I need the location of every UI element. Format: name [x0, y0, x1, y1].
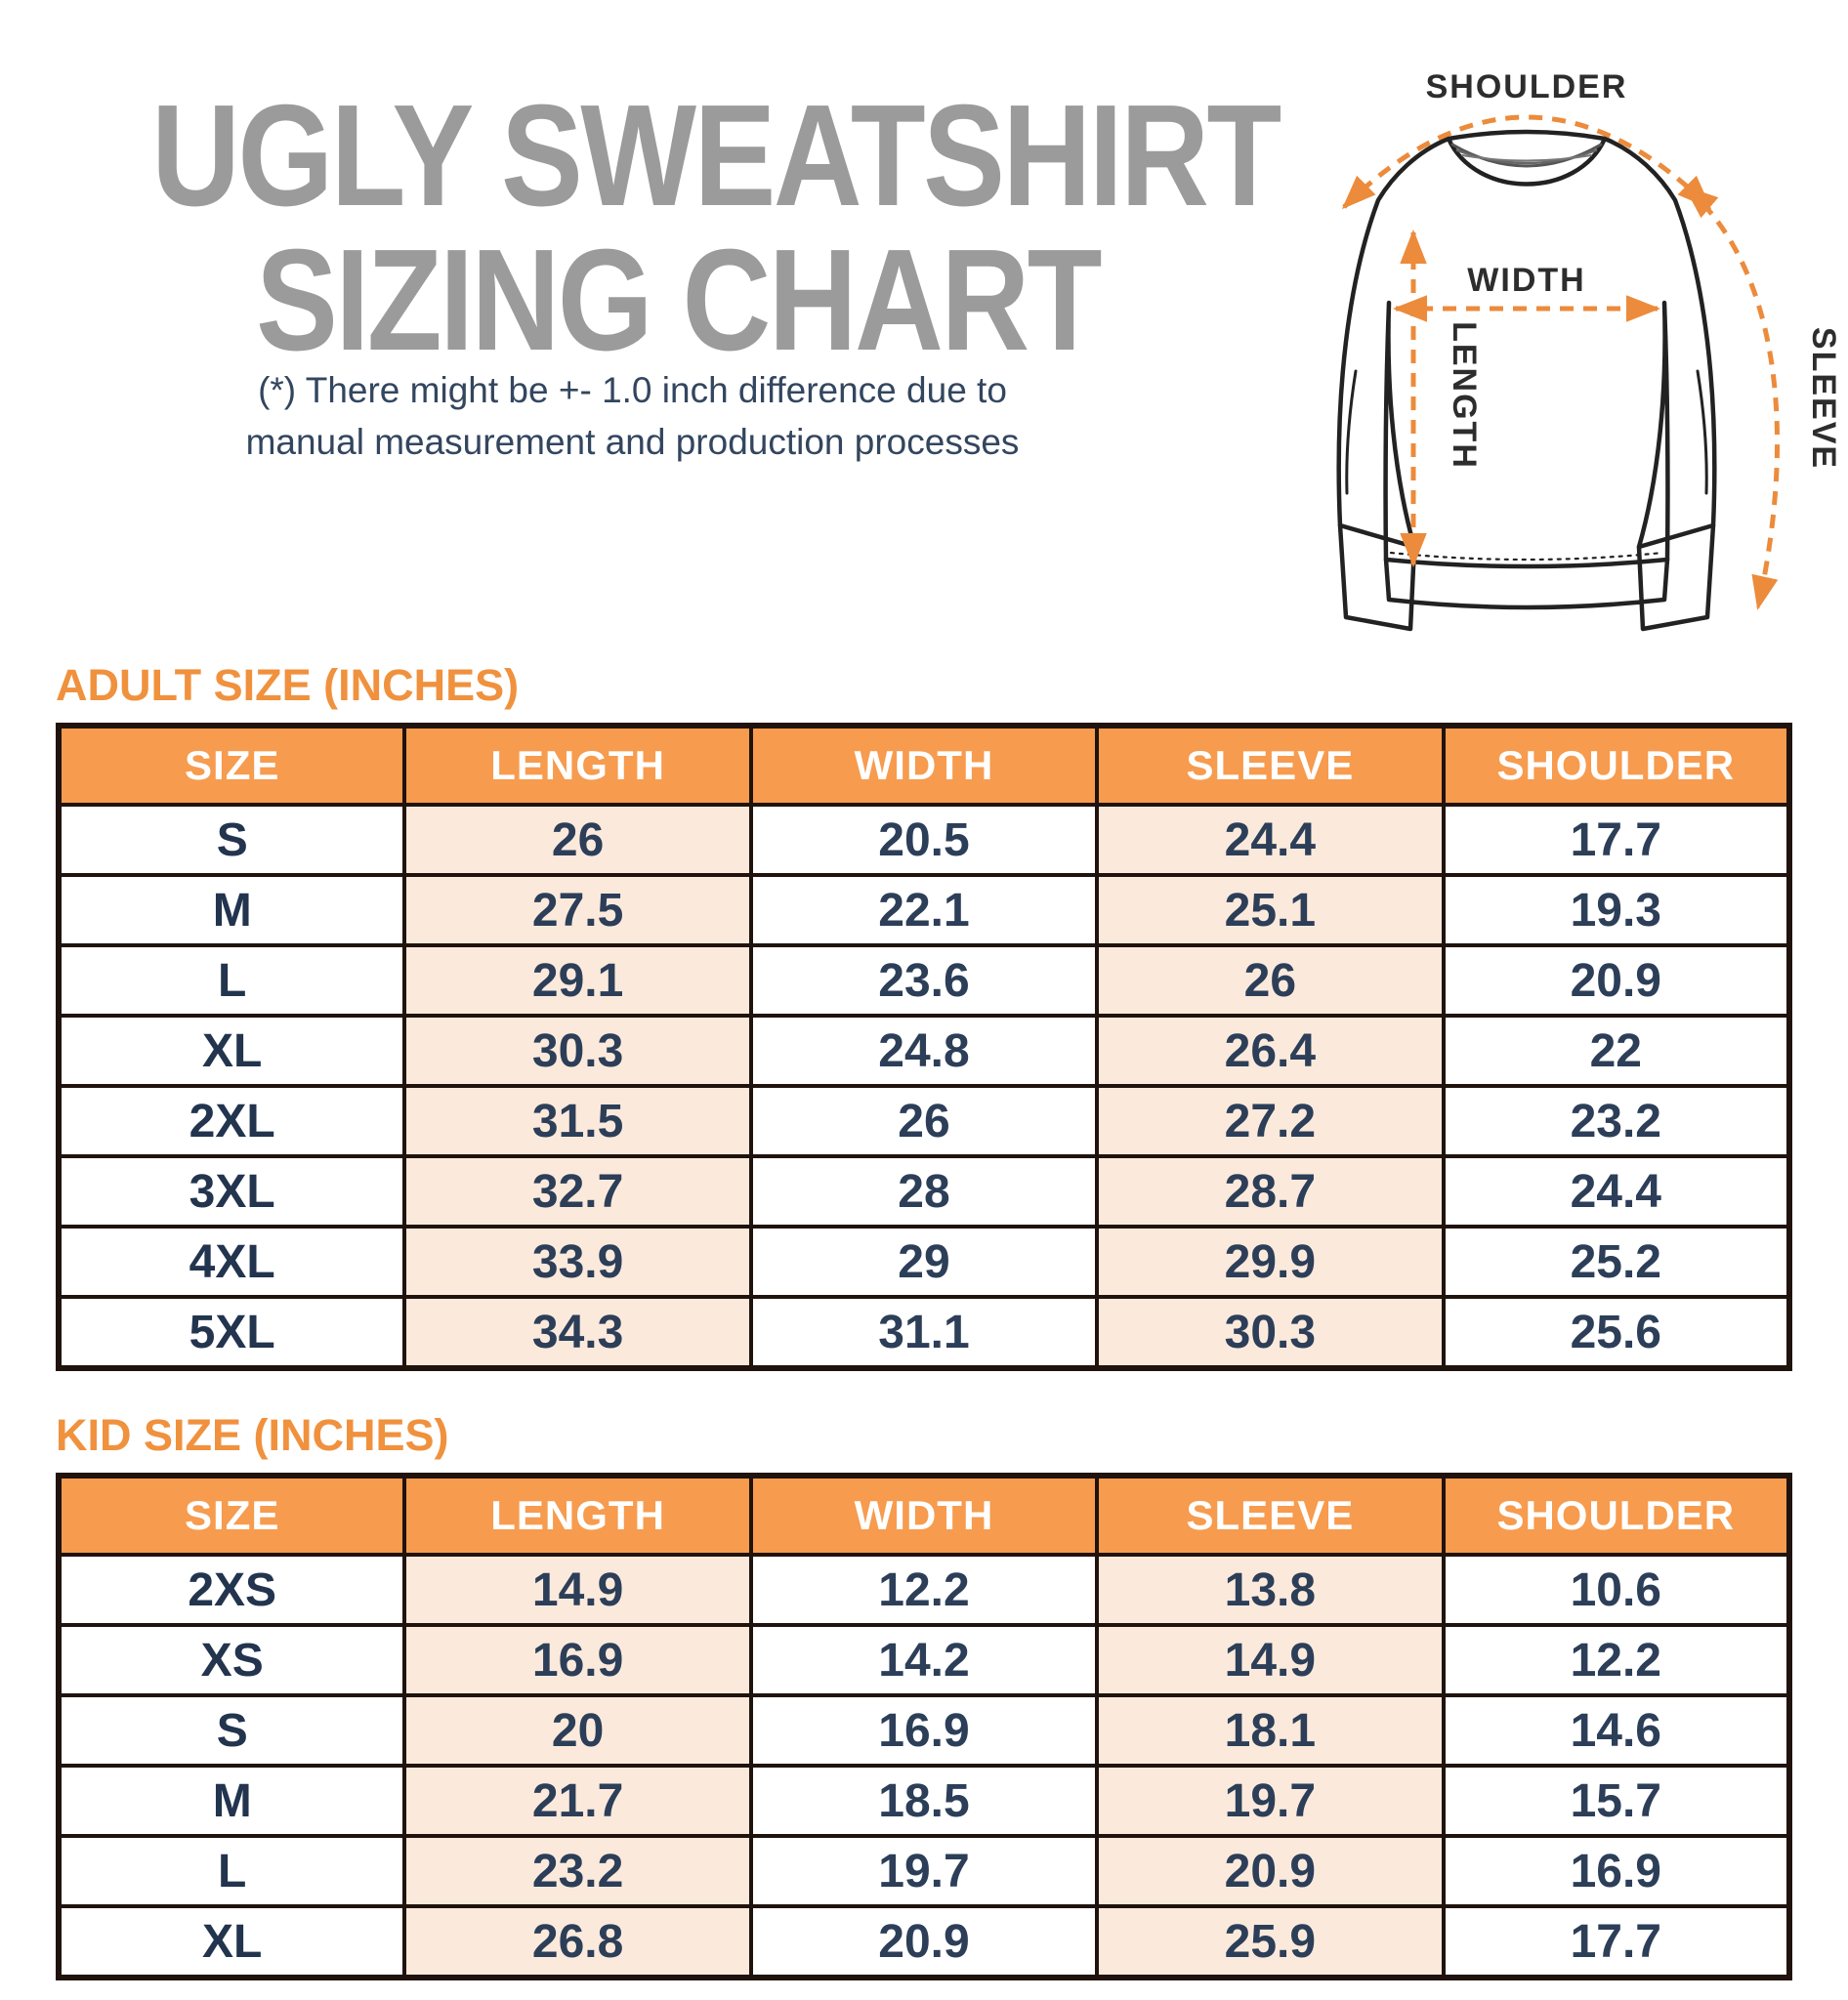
measurement-value-cell: 26.8	[404, 1906, 750, 1978]
table-row	[59, 1156, 1789, 1227]
measurement-value-cell: 23.2	[404, 1836, 750, 1906]
measurement-value-cell: 20.9	[1097, 1836, 1443, 1906]
column-header-shoulder: SHOULDER	[1444, 726, 1789, 805]
adult-table-header	[59, 726, 1789, 805]
size-label-cell: S	[59, 1695, 404, 1766]
size-label-cell: L	[59, 1836, 404, 1906]
size-label-cell: M	[59, 1766, 404, 1836]
measurement-value-cell: 20.5	[751, 805, 1097, 875]
measurement-value-cell: 25.6	[1444, 1297, 1789, 1368]
sweatshirt-measurement-diagram	[1100, 68, 1842, 651]
table-row	[59, 1086, 1789, 1156]
measurement-value-cell: 24.8	[751, 1016, 1097, 1086]
size-label-cell: 4XL	[59, 1227, 404, 1297]
kid-table-header	[59, 1476, 1789, 1555]
adult-table-body	[59, 805, 1789, 1368]
page-title-line1: UGLY SWEATSHIRT	[151, 75, 1280, 236]
adult-size-heading: ADULT SIZE (INCHES)	[56, 660, 520, 710]
size-label-cell: L	[59, 945, 404, 1016]
disclaimer-line1: (*) There might be +- 1.0 inch difference due to	[258, 370, 1007, 410]
measurement-value-cell: 29.9	[1097, 1227, 1443, 1297]
measurement-value-cell: 20.9	[751, 1906, 1097, 1978]
table-row	[59, 1766, 1789, 1836]
measurement-value-cell: 23.6	[751, 945, 1097, 1016]
measurement-value-cell: 26.4	[1097, 1016, 1443, 1086]
column-header-size: SIZE	[59, 1476, 404, 1555]
sweatshirt-diagram-svg	[1100, 68, 1842, 646]
measurement-value-cell: 33.9	[404, 1227, 750, 1297]
measurement-value-cell: 25.9	[1097, 1906, 1443, 1978]
table-row	[59, 1625, 1789, 1695]
measurement-value-cell: 19.3	[1444, 875, 1789, 945]
measurement-value-cell: 26	[404, 805, 750, 875]
measurement-value-cell: 14.9	[404, 1555, 750, 1625]
column-header-width: WIDTH	[751, 726, 1097, 805]
measurement-disclaimer	[24, 365, 1240, 468]
measurement-value-cell: 26	[751, 1086, 1097, 1156]
column-header-length: LENGTH	[404, 726, 750, 805]
measurement-value-cell: 34.3	[404, 1297, 750, 1368]
measurement-value-cell: 20.9	[1444, 945, 1789, 1016]
size-label-cell: XL	[59, 1906, 404, 1978]
measurement-value-cell: 16.9	[751, 1695, 1097, 1766]
measurement-value-cell: 14.2	[751, 1625, 1097, 1695]
measurement-value-cell: 16.9	[404, 1625, 750, 1695]
measurement-value-cell: 26	[1097, 945, 1443, 1016]
measurement-value-cell: 31.1	[751, 1297, 1097, 1368]
measurement-value-cell: 28	[751, 1156, 1097, 1227]
table-row	[59, 1836, 1789, 1906]
column-header-width: WIDTH	[751, 1476, 1097, 1555]
kid-table-body	[59, 1555, 1789, 1978]
table-row	[59, 1555, 1789, 1625]
size-label-cell: 2XL	[59, 1086, 404, 1156]
size-label-cell: XS	[59, 1625, 404, 1695]
measurement-value-cell: 22	[1444, 1016, 1789, 1086]
measurement-value-cell: 12.2	[751, 1555, 1097, 1625]
table-row	[59, 1695, 1789, 1766]
measurement-value-cell: 24.4	[1097, 805, 1443, 875]
page-title-line2: SIZING CHART	[256, 220, 1100, 381]
size-label-cell: S	[59, 805, 404, 875]
measurement-value-cell: 27.2	[1097, 1086, 1443, 1156]
size-label-cell: M	[59, 875, 404, 945]
measurement-value-cell: 28.7	[1097, 1156, 1443, 1227]
adult-size-table	[56, 723, 1792, 1371]
measurement-value-cell: 22.1	[751, 875, 1097, 945]
measurement-value-cell: 15.7	[1444, 1766, 1789, 1836]
length-label: LENGTH	[1446, 321, 1483, 470]
table-header-row	[59, 726, 1789, 805]
size-label-cell: 3XL	[59, 1156, 404, 1227]
table-row	[59, 1297, 1789, 1368]
measurement-value-cell: 23.2	[1444, 1086, 1789, 1156]
table-row	[59, 805, 1789, 875]
measurement-value-cell: 24.4	[1444, 1156, 1789, 1227]
size-label-cell: 2XS	[59, 1555, 404, 1625]
table-row	[59, 1906, 1789, 1978]
kid-size-heading: KID SIZE (INCHES)	[56, 1410, 449, 1460]
sleeve-label: SLEEVE	[1805, 326, 1842, 471]
measurement-value-cell: 31.5	[404, 1086, 750, 1156]
width-label: WIDTH	[1467, 262, 1586, 299]
measurement-value-cell: 30.3	[1097, 1297, 1443, 1368]
size-label-cell: 5XL	[59, 1297, 404, 1368]
measurement-value-cell: 20	[404, 1695, 750, 1766]
measurement-value-cell: 17.7	[1444, 1906, 1789, 1978]
measurement-value-cell: 25.2	[1444, 1227, 1789, 1297]
header-section	[0, 0, 1848, 646]
table-row	[59, 1227, 1789, 1297]
measurement-value-cell: 13.8	[1097, 1555, 1443, 1625]
measurement-value-cell: 16.9	[1444, 1836, 1789, 1906]
measurement-value-cell: 32.7	[404, 1156, 750, 1227]
sweatshirt-outline	[1339, 132, 1715, 629]
table-row	[59, 1016, 1789, 1086]
measurement-value-cell: 21.7	[404, 1766, 750, 1836]
measurement-value-cell: 30.3	[404, 1016, 750, 1086]
shoulder-label: SHOULDER	[1425, 68, 1628, 105]
measurement-value-cell: 18.1	[1097, 1695, 1443, 1766]
measurement-value-cell: 14.6	[1444, 1695, 1789, 1766]
table-row	[59, 875, 1789, 945]
column-header-sleeve: SLEEVE	[1097, 726, 1443, 805]
measurement-value-cell: 14.9	[1097, 1625, 1443, 1695]
measurement-value-cell: 29.1	[404, 945, 750, 1016]
table-row	[59, 945, 1789, 1016]
column-header-shoulder: SHOULDER	[1444, 1476, 1789, 1555]
column-header-size: SIZE	[59, 726, 404, 805]
column-header-sleeve: SLEEVE	[1097, 1476, 1443, 1555]
measurement-value-cell: 29	[751, 1227, 1097, 1297]
measurement-value-cell: 10.6	[1444, 1555, 1789, 1625]
measurement-value-cell: 18.5	[751, 1766, 1097, 1836]
table-header-row	[59, 1476, 1789, 1555]
measurement-value-cell: 19.7	[751, 1836, 1097, 1906]
disclaimer-line2: manual measurement and production processes	[245, 421, 1020, 462]
column-header-length: LENGTH	[404, 1476, 750, 1555]
measurement-value-cell: 19.7	[1097, 1766, 1443, 1836]
kid-size-table	[56, 1473, 1792, 1980]
measurement-value-cell: 25.1	[1097, 875, 1443, 945]
measurement-value-cell: 17.7	[1444, 805, 1789, 875]
measurement-value-cell: 12.2	[1444, 1625, 1789, 1695]
size-label-cell: XL	[59, 1016, 404, 1086]
measurement-value-cell: 27.5	[404, 875, 750, 945]
